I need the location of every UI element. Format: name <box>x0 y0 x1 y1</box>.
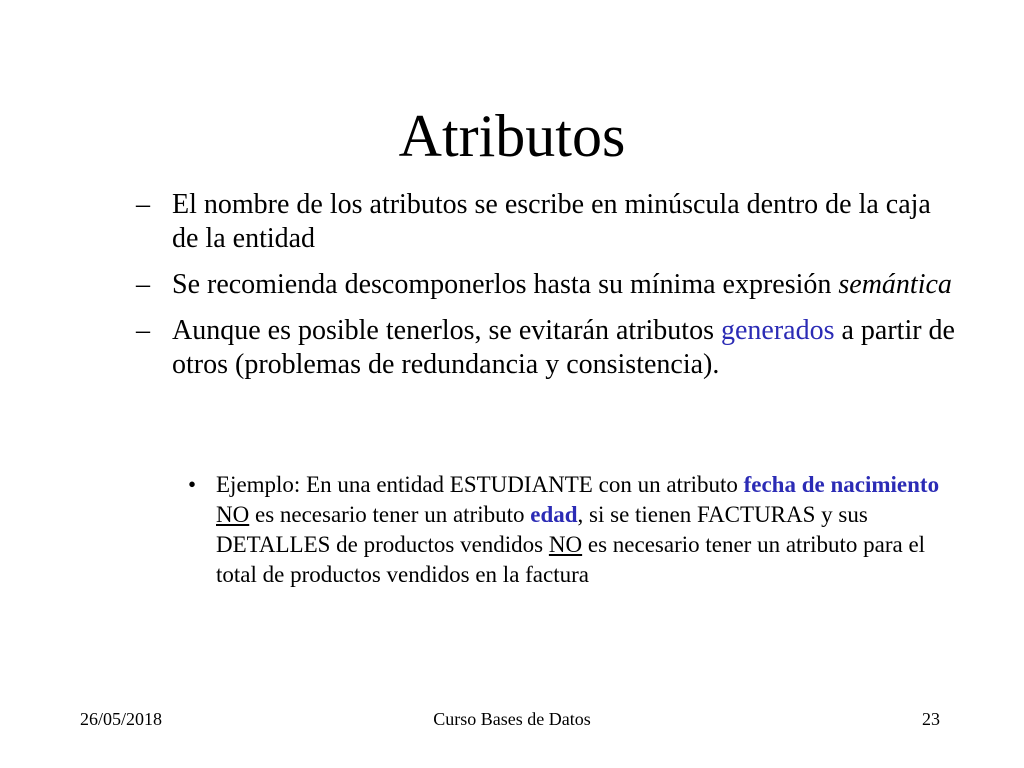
bullet-text: a partir de otros (problemas de redundancia y consistencia). <box>172 315 955 380</box>
highlight-term: generados <box>720 315 835 346</box>
bullet-text: El nombre de los atributos se escribe en minúscula dentro de la caja de la entidad <box>172 189 931 254</box>
highlight-term: fecha de nacimiento <box>743 472 940 497</box>
footer-course: Curso Bases de Datos <box>433 709 591 729</box>
bullet-text-italic: semántica <box>838 269 952 300</box>
footer-date: 26/05/2018 <box>80 709 163 729</box>
bullet-item <box>130 268 960 302</box>
bullet-item <box>130 314 960 382</box>
slide-title: Atributos <box>398 103 626 169</box>
dash-marker: – <box>136 189 150 220</box>
sub-bullet-item <box>186 470 946 590</box>
underlined-no: NO <box>548 532 583 557</box>
sub-bullet-text: es necesario tener un atributo <box>249 502 531 527</box>
sub-bullet-text: , si se tienen FACTURAS y sus DETALLES de productos vendidos <box>216 502 868 557</box>
highlight-term: edad <box>530 502 578 527</box>
footer-page-number: 23 <box>922 709 940 729</box>
bullet-dot: • <box>188 472 197 497</box>
underlined-no: NO <box>216 502 250 527</box>
bullet-text: Aunque es posible tenerlos, se evitarán atributos <box>172 315 721 346</box>
sub-bullet-list <box>186 470 946 590</box>
sub-bullet-text: es necesario tener un atributo para el total de productos vendidos en la factura <box>216 532 926 587</box>
bullet-item <box>130 188 960 256</box>
sub-bullet-text: Ejemplo: En una entidad ESTUDIANTE con un atributo <box>216 472 744 497</box>
bullet-text: Se recomienda descomponerlos hasta su mínima expresión <box>172 269 839 300</box>
bullet-list <box>130 188 960 394</box>
dash-marker: – <box>136 315 150 346</box>
dash-marker: – <box>136 269 150 300</box>
